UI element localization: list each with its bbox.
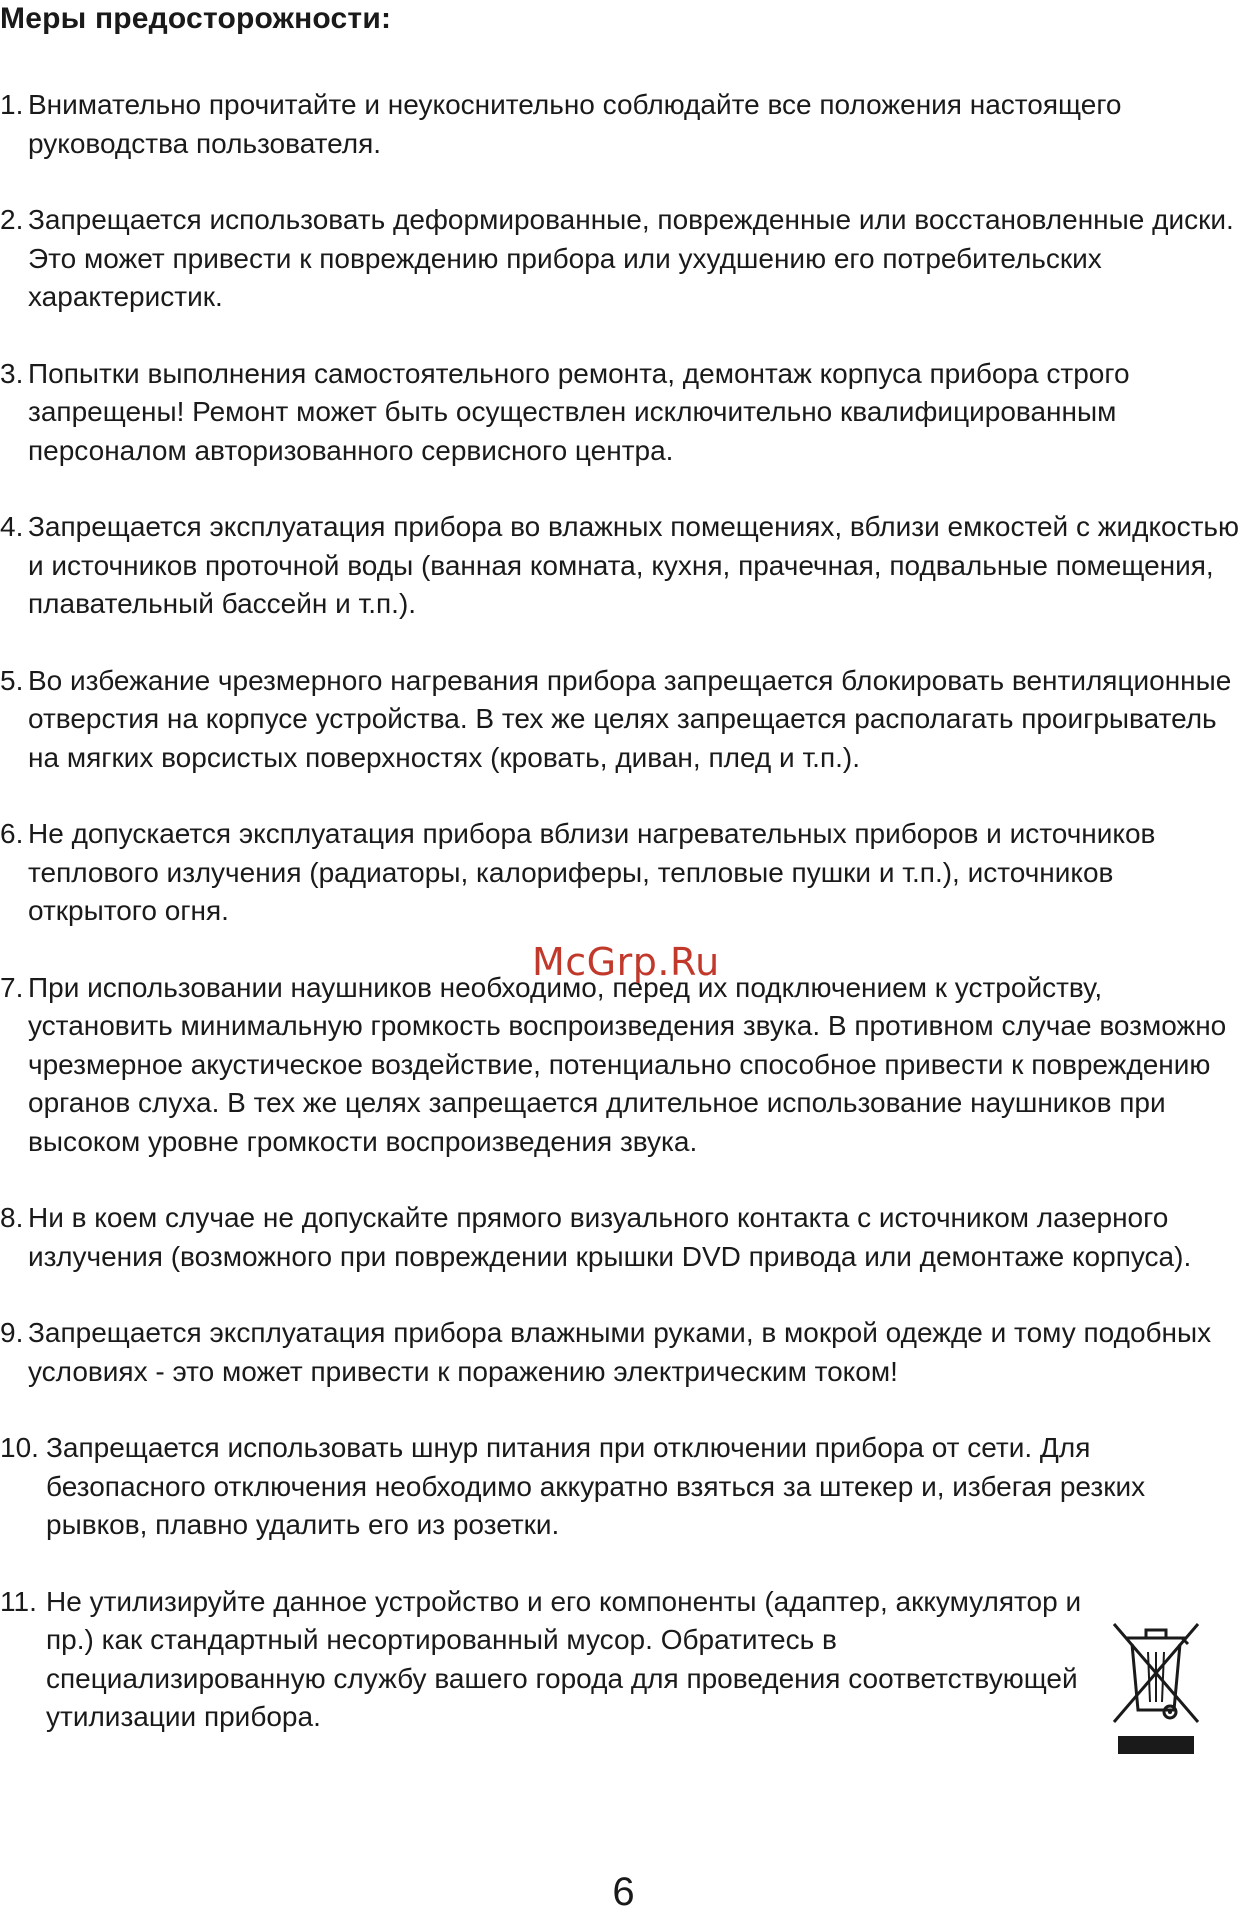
- item-text: Попытки выполнения самостоятельного ремонта, демонтаж корпуса прибора строго запрещены! Ремонт может быть осуществлен исключительно квалифицированным персоналом авторизованного сервисного центра.: [28, 357, 1130, 466]
- item-number: 10.: [0, 1432, 39, 1463]
- list-item: [0, 508, 1247, 624]
- list-item: [0, 1199, 1247, 1276]
- item-number: 7.: [0, 971, 24, 1003]
- list-item: [0, 1429, 1247, 1545]
- list-item: [0, 969, 1247, 1162]
- item-text: Запрещается использовать деформированные, поврежденные или восстановленные диски. Это может привести к повреждению прибора или ухудшению его потребительских характеристик.: [28, 204, 1234, 312]
- precautions-list: [0, 86, 1247, 1775]
- item-text: Во избежание чрезмерного нагревания прибора запрещается блокировать вентиляционные отверстия на корпусе устройства. В тех же целях запрещается располагать проигрыватель на мягких ворсистых поверхностях (кровать, диван, плед и т.п.).: [28, 664, 1232, 773]
- item-text: Внимательно прочитайте и неукоснительно соблюдайте все положения настоящего руководства пользователя.: [28, 89, 1122, 159]
- list-item: [0, 1583, 1106, 1737]
- item-text: Ни в коем случае не допускайте прямого визуального контакта с источником лазерного излучения (возможного при повреждении крышки DVD привода или демонтаже корпуса).: [28, 1202, 1192, 1272]
- item-text: При использовании наушников необходимо, перед их подключением к устройству, установить минимальную громкость воспроизведения звука. В противном случае возможно чрезмерное акустическое воздействие, потенциально способное привести к повреждению органов слуха. В тех же целях запрещается длительное использование наушников при высоком уровне громкости воспроизведения звука.: [28, 971, 1227, 1157]
- item-number: 6.: [0, 818, 24, 849]
- page-title: Меры предосторожности:: [0, 2, 392, 35]
- item-number: 4.: [0, 511, 24, 542]
- list-item: [0, 86, 1247, 163]
- item-number: 11.: [0, 1585, 37, 1617]
- crossed-out-wheelie-bin-icon: [1108, 1618, 1204, 1756]
- item-text: Запрещается эксплуатация прибора во влажных помещениях, вблизи емкостей с жидкостью и источников проточной воды (ванная комната, кухня, прачечная, подвальные помещения, плавательный бассейн и т.п.).: [28, 511, 1239, 619]
- item-text: Не утилизируйте данное устройство и его компоненты (адаптер, аккумулятор и пр.) как стандартный несортированный мусор. Обратитесь в специализированную службу вашего города для проведения соответствующей утилизации прибора.: [46, 1585, 1082, 1732]
- item-number: 9.: [0, 1317, 24, 1348]
- list-item: [0, 815, 1247, 931]
- list-item: [0, 662, 1247, 778]
- item-text: Запрещается использовать шнур питания при отключении прибора от сети. Для безопасного отключения необходимо аккуратно взяться за штекер и, избегая резких рывков, плавно удалить его из розетки.: [46, 1432, 1146, 1540]
- item-number: 1.: [0, 89, 24, 120]
- list-item: [0, 355, 1247, 471]
- page-number: 6: [612, 1870, 635, 1914]
- item-text: Не допускается эксплуатация прибора вблизи нагревательных приборов и источников теплового излучения (радиаторы, калориферы, тепловые пушки и т.п.), источников открытого огня.: [28, 818, 1156, 926]
- item-number: 3.: [0, 357, 24, 389]
- item-text: Запрещается эксплуатация прибора влажными руками, в мокрой одежде и тому подобных условиях - это может привести к поражению электрическим током!: [28, 1317, 1212, 1387]
- watermark: McGrp.Ru: [532, 940, 720, 984]
- list-item: [0, 1314, 1247, 1391]
- list-item: [0, 201, 1247, 317]
- item-number: 8.: [0, 1202, 24, 1233]
- item-number: 5.: [0, 664, 24, 696]
- item-number: 2.: [0, 204, 24, 235]
